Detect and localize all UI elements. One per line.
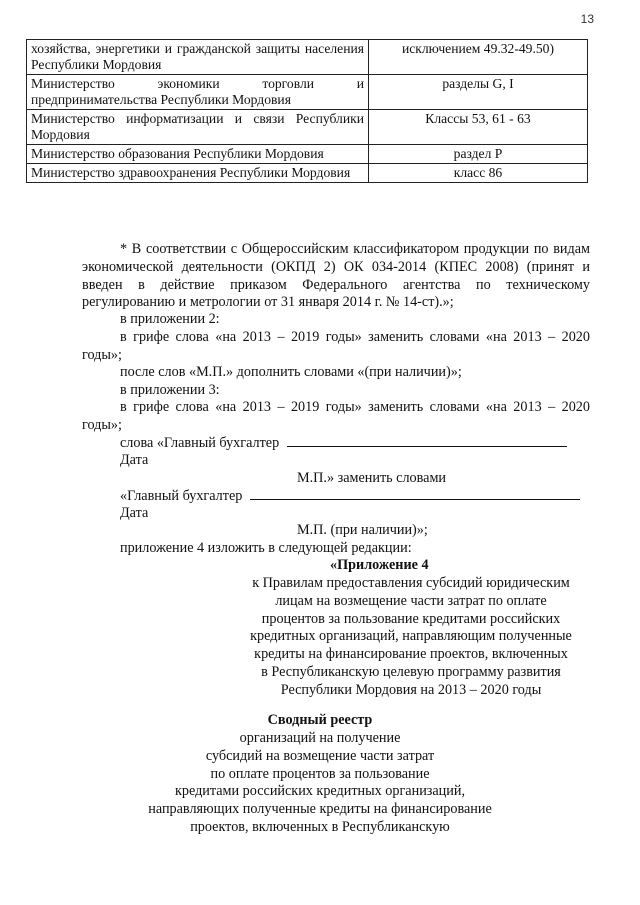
words-chief-accountant [120,434,567,453]
registry-line: субсидий на возмещение части затрат [205,747,435,764]
signature-line [287,434,567,447]
registry-line: по оплате процентов за пользование [210,765,430,782]
registry-description [0,730,640,837]
registry-line: кредитами российских кредитных организаций, [174,783,466,800]
classification-cell: разделы G, I [369,75,588,110]
appendix-header-line: лицам на возмещение части затрат по оплате [275,592,547,609]
ministry-cell: Министерство образования Республики Мордовия [27,145,369,164]
registry-line: организаций на получение [239,730,401,746]
ministry-cell: хозяйства, энергетики и гражданской защиты населения Республики Мордовия [27,40,369,75]
appendix-header-line: к Правилам предоставления субсидий юридическим [252,575,570,591]
appendix-2-intro: в приложении 2: [120,311,220,327]
registry-line: проектов, включенных в Республиканскую [190,818,450,835]
mp-with-note: М.П. (при наличии)»; [297,522,428,538]
appendix-4-title: «Приложение 4 [330,557,429,573]
registry-line: направляющих полученные кредиты на финансирование [148,801,492,818]
appendix-4-intro: приложение 4 изложить в следующей редакции: [120,540,412,556]
ministry-cell: Министерство экономики торговли и предпринимательства Республики Мордовия [27,75,369,110]
appendix-header-line: кредиты на финансирование проектов, включенных [254,646,568,663]
ministry-cell: Министерство здравоохранения Республики Мордовия [27,164,369,183]
date-label-1: Дата [120,452,149,468]
registry-title: Сводный реестр [267,712,373,728]
appendix-header-line: Республики Мордовия на 2013 – 2020 годы [280,681,542,698]
table-row [27,164,588,183]
mp-replace-text: М.П.» заменить словами [297,470,447,486]
signature-line [250,487,580,500]
words-chief-label: слова «Главный бухгалтер [120,435,280,451]
chief-new-label: «Главный бухгалтер [120,488,243,504]
appendix-header-line: в Республиканскую целевую программу развития [261,663,561,680]
page-number: 13 [580,12,594,26]
classification-cell: класс 86 [369,164,588,183]
classification-cell: раздел P [369,145,588,164]
appendix-header-line: процентов за пользование кредитами российских [261,610,561,627]
table-row [27,145,588,164]
table-row [27,75,588,110]
ministry-cell: Министерство информатизации и связи Республики Мордовия [27,110,369,145]
classification-cell: исключением 49.32-49.50) [369,40,588,75]
date-label-2: Дата [120,505,149,521]
appendix-header-line: кредитных организаций, направляющим полученные [250,628,572,645]
appendix-2-change-2: после слов «М.П.» дополнить словами «(при наличии)»; [120,364,462,380]
appendix-3-change-1: в грифе слова «на 2013 – 2019 годы» заменить словами «на 2013 – 2020 годы»; [82,399,590,433]
classification-cell: Классы 53, 61 - 63 [369,110,588,145]
table-row [27,110,588,145]
ministry-classification-table [26,39,588,183]
appendix-3-intro: в приложении 3: [120,382,220,398]
chief-accountant-new [120,487,580,506]
appendix-2-change-1: в грифе слова «на 2013 – 2019 годы» заменить словами «на 2013 – 2020 годы»; [82,329,590,363]
footnote: * В соответствии с Общероссийским классификатором продукции по видам экономической деятельности (ОКПД 2) ОК 034-2014 (КПЕС 2008) (принят и введен в действие приказом Федерального агентства по техническому регулированию и метрологии от 31 января 2014 г. № 14-ст).»; [82,241,590,311]
appendix-4-header [228,575,594,700]
table-row [27,40,588,75]
